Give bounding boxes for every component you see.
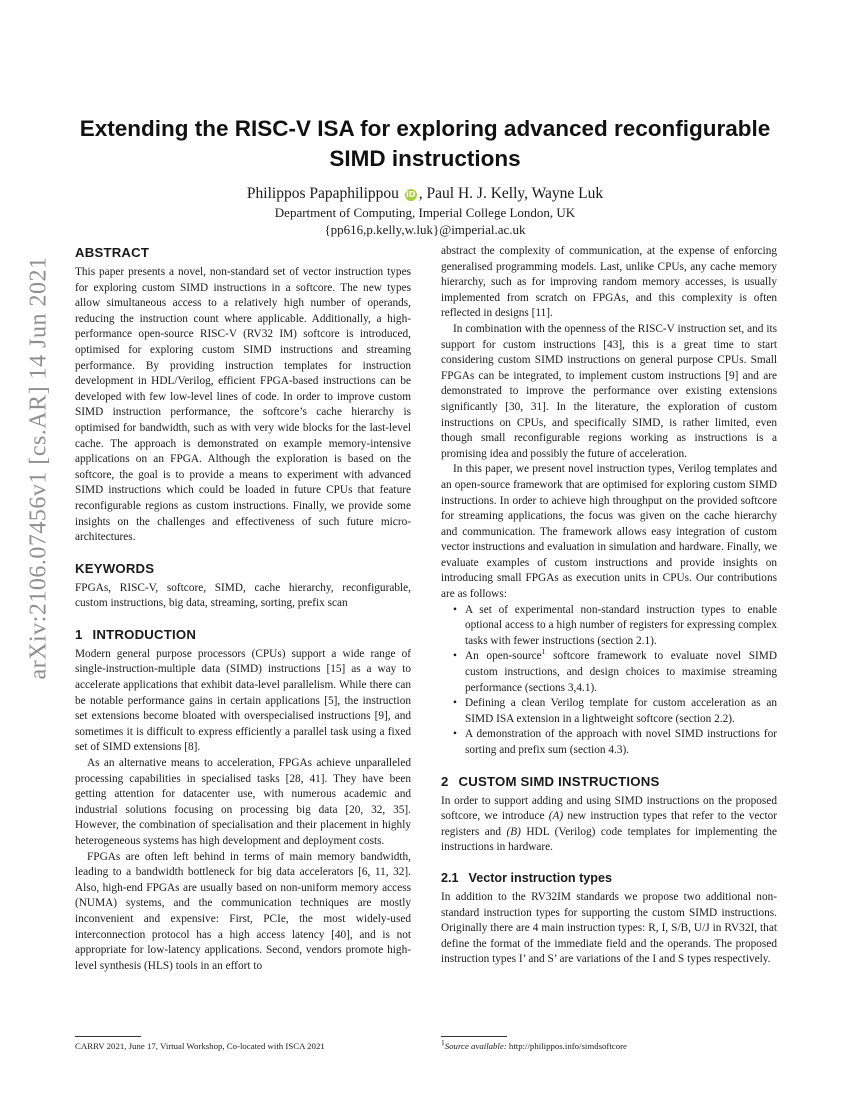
keywords-section (75, 560, 411, 612)
section-number: 1 (75, 626, 83, 642)
intro-paragraph: FPGAs are often left behind in terms of main memory bandwidth, leading to a bandwidth bottleneck for big data accelerators [6, 11, 32]. Also, high-end FPGAs are usually based on non-uniform memory access (NUMA) systems, and the communication techniques are mostly inconvenient and expensive: First, PCIe, the most widely-used interconnection protocol has a high access latency [40], and is not appropriate for low-latency applications. Second, vendors promote high-level synthesis (HLS) tools in an effort to (75, 850, 411, 972)
footnote-number: 1 (441, 1038, 445, 1048)
source-footnote (441, 1040, 627, 1052)
custom-simd-section (441, 773, 777, 856)
affiliation-block (75, 204, 775, 238)
footnote-divider-left (75, 1036, 141, 1037)
introduction-heading (75, 626, 411, 643)
subsection-paragraph: In addition to the RV32IM standards we propose two additional non-standard instruction types for supporting the custom SIMD instructions. Originally there are 4 main instruction types: R, I, S/B, U/J in RV32I, that define the format of the immediate field and the operands. The proposed instruction types I’ and S’ are variations of the I and S types respectively. (441, 890, 777, 966)
abstract-text: This paper presents a novel, non-standard set of vector instruction types for exploring custom SIMD instructions in a softcore. The new types allow simultaneous access to a relatively high number of operands, reducing the instruction count where applicable. Additionally, a high-performance open-source RISC-V (RV32 IM) softcore is introduced, optimised for exploring custom SIMD instructions and streaming performance. By providing instruction templates for instruction development in HDL/Verilog, efficient FPGA-based instructions can be developed with few low-level lines of code. In order to improve custom SIMD instruction performance, the softcore’s cache hierarchy is optimised for bandwidth, such as with very wide blocks for the last-level cache. The approach is demonstrated on example memory-intensive applications on an FPGA. Although the exploration is based on the softcore, the goal is to provide a means to experiment with advanced SIMD instructions which could be loaded in future CPUs that feature reconfigurable regions as custom instructions. Finally, we provide some insights on the challenges and effectiveness of such future micro-architectures. (75, 266, 411, 544)
left-column (75, 244, 411, 974)
intro-paragraph: abstract the complexity of communication, at the expense of enforcing generalised programming models. Last, unlike CPUs, any cache memory hierarchy, such as for improving random memory accesses, is usually implemented from scratch on FPGAs, and this complexity is often reflected in designs [11]. (441, 245, 777, 320)
list-item: • A set of experimental non-standard instruction types to enable optional access to a high number of registers for expressing complex tasks with fewer instructions (section 2.1). (465, 603, 777, 650)
contributions-list (441, 603, 777, 759)
list-item: • A demonstration of the approach with novel SIMD instructions for sorting and prefix sum (section 4.3). (465, 727, 777, 758)
footnote-mark[interactable]: 1 (541, 647, 546, 657)
vector-types-subsection (441, 870, 777, 968)
co-authors: , Paul H. J. Kelly, Wayne Luk (418, 185, 604, 202)
first-author: Philippos Papaphilippou (246, 185, 399, 202)
keywords-heading: KEYWORDS (75, 560, 155, 576)
orcid-icon[interactable]: iD (406, 190, 416, 199)
right-column (441, 244, 777, 968)
list-item: • Defining a clean Verilog template for custom acceleration as an SIMD ISA extension in a lightweight softcore (section 2.2). (465, 696, 777, 727)
intro-paragraph: As an alternative means to acceleration, FPGAs achieve unparalleled processing capabilities in specialised tasks [28, 41]. They have been getting attention for datacenter use, with numerous academic and industrial solutions focusing on processing big data [20, 32, 35]. However, the combination of specialisation and their placement in highly heterogeneous systems has high development and deployment costs. (75, 757, 411, 847)
list-item: • An open-source$^1$ softcore framework to evaluate novel SIMD custom instructions, and design choices to maximise streaming performance (sections 3,4.1). (465, 649, 777, 696)
section-number: 2 (441, 773, 449, 789)
author-emails: {pp616,p.kelly,w.luk}@imperial.ac.uk (324, 222, 526, 237)
intro-paragraph: In this paper, we present novel instruction types, Verilog templates and an open-source framework that are optimised for exploring custom SIMD instructions. In order to achieve high throughput on the provided softcore for streaming applications, the focus was given on the cache hierarchy and communication. The framework allows easy integration of custom vector instructions and evaluation in simulation and hardware. Finally, we evaluate examples of custom instructions and provide insights on introducing small FPGAs as execution units in CPUs. Our contributions are as follows: (441, 463, 777, 601)
author-line (75, 184, 775, 203)
paper-title: Extending the RISC-V ISA for exploring advanced reconfigurable SIMD instructions (79, 116, 771, 171)
subsection-heading (441, 870, 777, 887)
intro-paragraph: Modern general purpose processors (CPUs) support a wide range of single-instruction-multiple data (SIMD) instructions [15] as a way to accelerate applications that exhibit data-level parallelism. While there can be notable performance gains in certain applications [5], the instruction set extensions become bloated with overspecialised instructions [9], and sometimes it is difficult to express efficiently a parallel task using a fixed set of SIMD extensions [8]. (75, 647, 411, 754)
intro-paragraph: In combination with the openness of the RISC-V instruction set, and its support for custom instructions [43], this is a great time to start considering custom SIMD instructions on general purpose CPUs. Small FPGAs can be integrated, to implement custom instructions [9] and are demonstrated to improve the performance over existing extensions significantly [30, 31]. In the literature, the exploration of custom instructions on CPUs, and specifically SIMD, is rather limited, even though small reconfigurable regions working as instructions is a promising idea and possibly the future of acceleration. (441, 322, 777, 460)
section2-paragraph: In order to support adding and using SIMD instructions on the proposed softcore, we introduce (A) new instruction types that refer to the vector registers and (B) HDL (Verilog) code templates for implementing the instructions in hardware. (441, 794, 777, 854)
introduction-section (75, 626, 411, 974)
subsection-title: Vector instruction types (468, 870, 612, 885)
footnote-divider-right (441, 1036, 507, 1037)
section2-heading (441, 773, 777, 790)
section-title: INTRODUCTION (92, 626, 197, 642)
footnote-label: Source available: (444, 1041, 507, 1051)
affiliation: Department of Computing, Imperial College London, UK (274, 205, 576, 220)
abstract-section (75, 244, 411, 546)
abstract-heading: ABSTRACT (75, 245, 150, 260)
arxiv-identifier: arXiv:2106.07456v1 [cs.AR] 14 Jun 2021 (25, 256, 52, 680)
source-link[interactable]: http://philippos.info/simdsoftcore (506, 1041, 627, 1051)
section-title: CUSTOM SIMD INSTRUCTIONS (458, 773, 660, 789)
arxiv-stamp (14, 0, 64, 1100)
subsection-number: 2.1 (441, 870, 459, 885)
venue-footnote: CARRV 2021, June 17, Virtual Workshop, Co-located with ISCA 2021 (75, 1041, 325, 1051)
keywords-text: FPGAs, RISC-V, softcore, SIMD, cache hierarchy, reconfigurable, custom instructions, big data, streaming, sorting, prefix scan (75, 581, 411, 610)
